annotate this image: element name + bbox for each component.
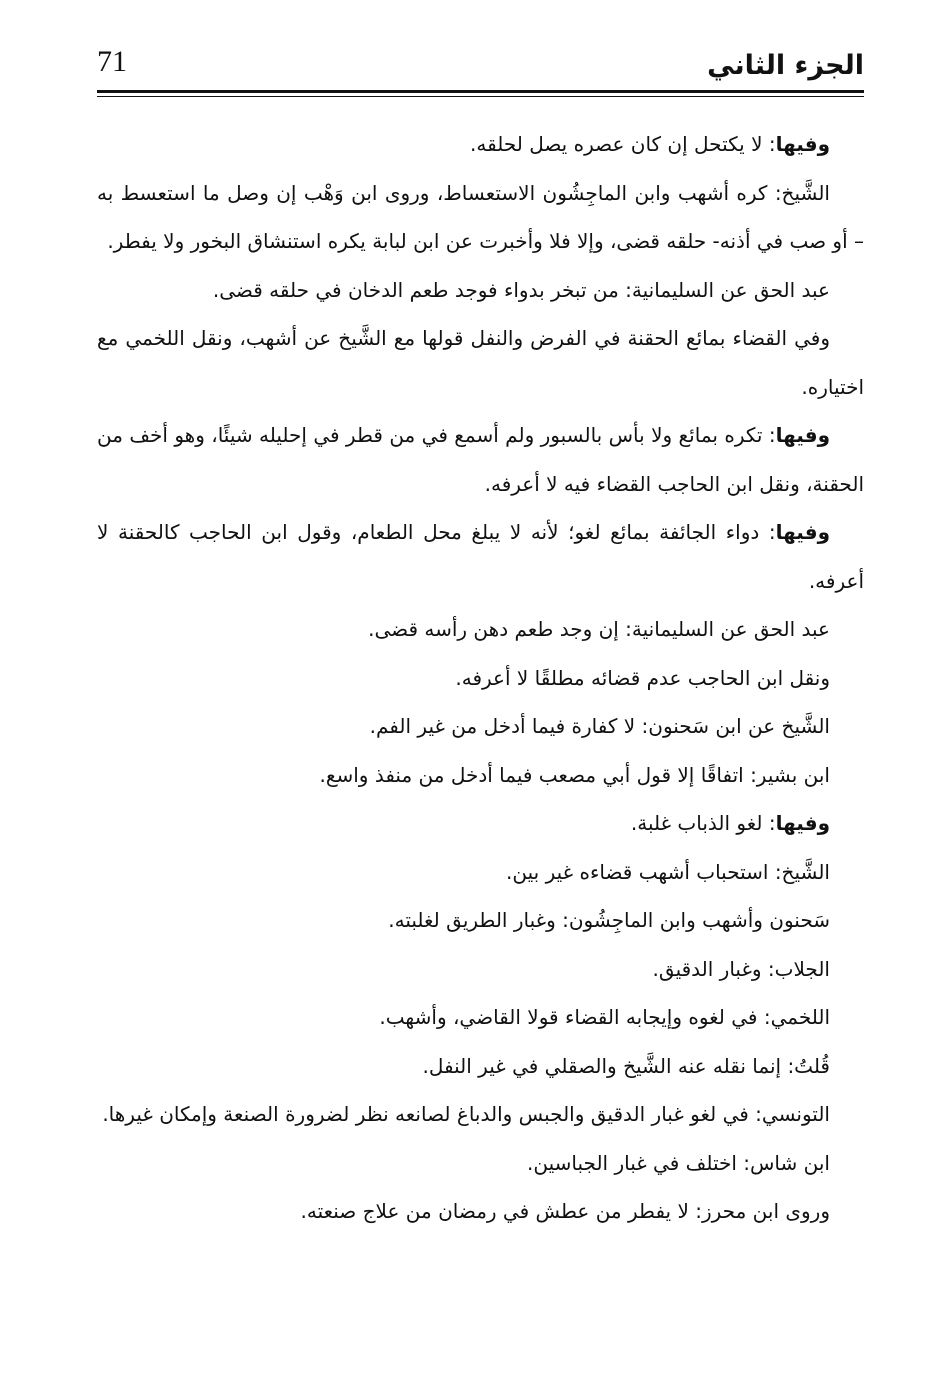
- paragraph-text: ابن بشير: اتفاقًا إلا قول أبي مصعب فيما أدخل من منفذ واسع.: [319, 762, 830, 787]
- paragraph: [97, 945, 864, 994]
- paragraph: [97, 1042, 864, 1091]
- paragraph: [97, 702, 864, 751]
- header-rule-thin: [97, 96, 864, 97]
- paragraph: [97, 1090, 864, 1139]
- paragraph: [97, 120, 864, 169]
- paragraph-text: عبد الحق عن السليمانية: إن وجد طعم دهن رأسه قضى.: [368, 617, 830, 641]
- paragraph-text: : لغو الذباب غلبة.: [630, 811, 776, 835]
- paragraph: [97, 848, 864, 897]
- paragraph-text: وفي القضاء بمائع الحقنة في الفرض والنفل قولها مع الشَّيخ عن أشهب، ونقل اللخمي مع اختياره.: [97, 326, 864, 399]
- paragraph: [97, 266, 864, 315]
- paragraph: [97, 1139, 864, 1188]
- paragraph-text: اللخمي: في لغوه وإيجابه القضاء قولا القاضي، وأشهب.: [379, 1005, 830, 1029]
- paragraph: [97, 508, 864, 605]
- paragraph-text: : لا يكتحل إن كان عصره يصل لحلقه.: [470, 132, 776, 156]
- page-body: [97, 120, 864, 1236]
- paragraph-text: : دواء الجائفة بمائع لغو؛ لأنه لا يبلغ محل الطعام، وقول ابن الحاجب كالحقنة لا أعرفه.: [97, 520, 864, 593]
- paragraph-lead: وفيها: [775, 423, 830, 447]
- paragraph: [97, 411, 864, 508]
- paragraph-text: الشَّيخ: استحباب أشهب قضاءه غير بين.: [506, 859, 830, 884]
- paragraph-text: سَحنون وأشهب وابن الماجِشُون: وغبار الطريق لغلبته.: [388, 908, 830, 932]
- paragraph-lead: وفيها: [775, 132, 830, 156]
- paragraph: [97, 169, 864, 266]
- page-number: 71: [97, 45, 127, 78]
- paragraph-lead: وفيها: [775, 520, 830, 544]
- paragraph-text: عبد الحق عن السليمانية: من تبخر بدواء فوجد طعم الدخان في حلقه قضى.: [212, 277, 830, 302]
- paragraph: [97, 605, 864, 654]
- header-rule-thick: [97, 90, 864, 93]
- paragraph: [97, 993, 864, 1042]
- paragraph-text: وروى ابن محرز: لا يفطر من عطش في رمضان من علاج صنعته.: [300, 1199, 830, 1223]
- paragraph-text: : تكره بمائع ولا بأس بالسبور ولم أسمع في من قطر في إحليله شيئًا، وهو أخف من الحقنة، ونقل ابن الحاجب القضاء فيه لا أعرفه.: [97, 423, 864, 496]
- paragraph: [97, 1187, 864, 1236]
- paragraph-text: قُلتُ: إنما نقله عنه الشَّيخ والصقلي في غير النفل.: [422, 1053, 830, 1078]
- paragraph-text: الشَّيخ: كره أشهب وابن الماجِشُون الاستعساط، وروى ابن وَهْب إن وصل ما استعسط به – أو صب في أذنه- حلقه قضى، وإلا فلا وأخبرت عن ابن لبابة يكره استنشاق البخور ولا يفطر.: [97, 180, 864, 253]
- paragraph-text: الجلاب: وغبار الدقيق.: [652, 956, 830, 981]
- paragraph: [97, 799, 864, 848]
- page-header: [97, 42, 864, 96]
- paragraph-text: الشَّيخ عن ابن سَحنون: لا كفارة فيما أدخل من غير الفم.: [369, 714, 830, 738]
- paragraph: [97, 751, 864, 800]
- paragraph-text: ونقل ابن الحاجب عدم قضائه مطلقًا لا أعرفه.: [455, 665, 830, 690]
- paragraph-lead: وفيها: [775, 811, 830, 835]
- paragraph: [97, 314, 864, 411]
- paragraph-text: ابن شاس: اختلف في غبار الجباسين.: [527, 1150, 830, 1175]
- paragraph: [97, 654, 864, 703]
- paragraph: [97, 896, 864, 945]
- paragraph-text: التونسي: في لغو غبار الدقيق والجبس والدباغ لصانعه نظر لضرورة الصنعة وإمكان غيرها.: [102, 1102, 830, 1126]
- running-title: الجزء الثاني: [707, 50, 864, 81]
